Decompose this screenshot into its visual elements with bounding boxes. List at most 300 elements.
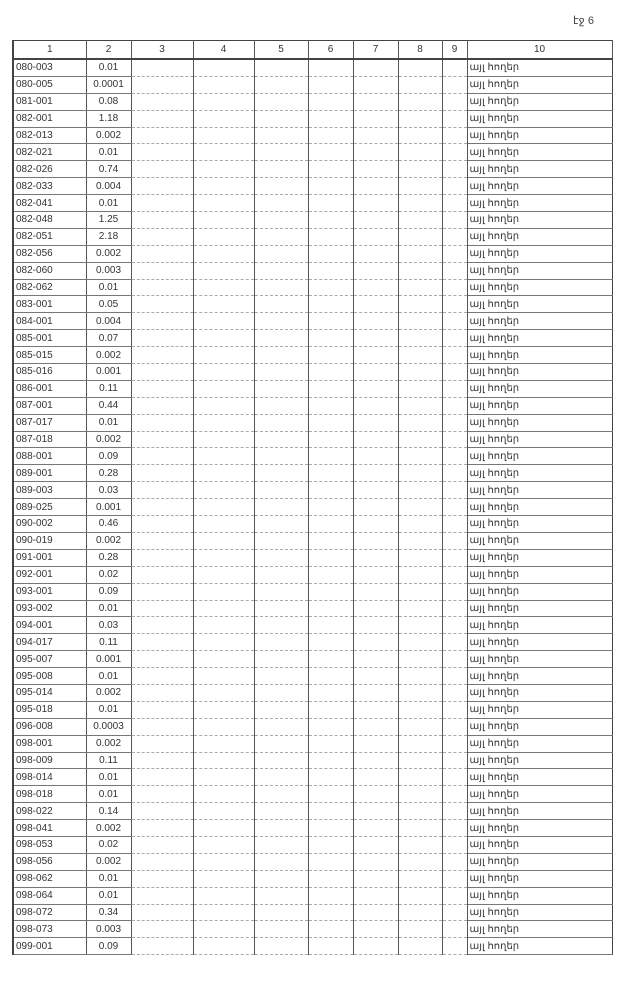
empty-cell <box>308 59 353 76</box>
empty-cell <box>398 228 442 245</box>
parcel-code: 095-018 <box>13 701 86 718</box>
area-value: 0.11 <box>86 380 131 397</box>
area-value: 0.05 <box>86 296 131 313</box>
empty-cell <box>353 161 398 178</box>
empty-cell <box>254 634 308 651</box>
area-value: 0.004 <box>86 313 131 330</box>
empty-cell <box>353 228 398 245</box>
empty-cell <box>442 921 467 938</box>
table-row <box>13 532 612 549</box>
area-value: 1.18 <box>86 110 131 127</box>
empty-cell <box>308 110 353 127</box>
empty-cell <box>308 836 353 853</box>
empty-cell <box>353 651 398 668</box>
empty-cell <box>353 532 398 549</box>
empty-cell <box>398 144 442 161</box>
empty-cell <box>442 752 467 769</box>
empty-cell <box>254 93 308 110</box>
empty-cell <box>131 870 193 887</box>
area-value: 0.002 <box>86 431 131 448</box>
empty-cell <box>254 718 308 735</box>
empty-cell <box>254 735 308 752</box>
table-row <box>13 465 612 482</box>
empty-cell <box>442 110 467 127</box>
empty-cell <box>398 532 442 549</box>
area-value: 0.28 <box>86 465 131 482</box>
empty-cell <box>131 718 193 735</box>
area-value: 1.25 <box>86 212 131 229</box>
empty-cell <box>442 178 467 195</box>
parcel-code: 098-014 <box>13 769 86 786</box>
empty-cell <box>353 684 398 701</box>
table-row <box>13 735 612 752</box>
land-type: այլ հողեր <box>467 836 612 853</box>
empty-cell <box>193 482 254 499</box>
table-row <box>13 482 612 499</box>
empty-cell <box>398 769 442 786</box>
empty-cell <box>353 701 398 718</box>
parcel-code: 098-041 <box>13 820 86 837</box>
empty-cell <box>131 296 193 313</box>
empty-cell <box>193 347 254 364</box>
empty-cell <box>131 853 193 870</box>
empty-cell <box>353 499 398 516</box>
empty-cell <box>254 651 308 668</box>
empty-cell <box>131 617 193 634</box>
empty-cell <box>442 820 467 837</box>
empty-cell <box>308 651 353 668</box>
table-row <box>13 516 612 533</box>
empty-cell <box>398 718 442 735</box>
parcel-code: 089-025 <box>13 499 86 516</box>
table-row <box>13 617 612 634</box>
table-row <box>13 566 612 583</box>
empty-cell <box>398 195 442 212</box>
table-row <box>13 296 612 313</box>
land-type: այլ հողեր <box>467 59 612 76</box>
area-value: 0.01 <box>86 769 131 786</box>
table-row <box>13 634 612 651</box>
empty-cell <box>442 803 467 820</box>
parcel-code: 094-017 <box>13 634 86 651</box>
empty-cell <box>131 651 193 668</box>
empty-cell <box>442 195 467 212</box>
empty-cell <box>398 76 442 93</box>
empty-cell <box>131 701 193 718</box>
empty-cell <box>308 904 353 921</box>
empty-cell <box>353 583 398 600</box>
area-value: 0.003 <box>86 921 131 938</box>
land-type: այլ հողեր <box>467 93 612 110</box>
empty-cell <box>131 76 193 93</box>
area-value: 0.002 <box>86 245 131 262</box>
empty-cell <box>193 803 254 820</box>
empty-cell <box>131 634 193 651</box>
table-row <box>13 431 612 448</box>
land-type: այլ հողեր <box>467 600 612 617</box>
empty-cell <box>131 347 193 364</box>
area-value: 0.002 <box>86 532 131 549</box>
table-row <box>13 701 612 718</box>
empty-cell <box>398 178 442 195</box>
empty-cell <box>353 178 398 195</box>
empty-cell <box>353 144 398 161</box>
table-row <box>13 195 612 212</box>
area-value: 0.46 <box>86 516 131 533</box>
empty-cell <box>193 448 254 465</box>
empty-cell <box>193 836 254 853</box>
empty-cell <box>254 110 308 127</box>
empty-cell <box>442 668 467 685</box>
empty-cell <box>254 482 308 499</box>
empty-cell <box>131 279 193 296</box>
empty-cell <box>254 431 308 448</box>
empty-cell <box>442 279 467 296</box>
table-row <box>13 93 612 110</box>
empty-cell <box>398 262 442 279</box>
empty-cell <box>398 870 442 887</box>
empty-cell <box>308 330 353 347</box>
land-type: այլ հողեր <box>467 245 612 262</box>
table-row <box>13 144 612 161</box>
empty-cell <box>193 583 254 600</box>
empty-cell <box>193 870 254 887</box>
empty-cell <box>353 465 398 482</box>
land-type: այլ հողեր <box>467 397 612 414</box>
empty-cell <box>398 330 442 347</box>
empty-cell <box>398 583 442 600</box>
empty-cell <box>308 820 353 837</box>
empty-cell <box>193 718 254 735</box>
land-type: այլ հողեր <box>467 465 612 482</box>
table-row <box>13 870 612 887</box>
empty-cell <box>442 262 467 279</box>
area-value: 0.01 <box>86 59 131 76</box>
empty-cell <box>254 296 308 313</box>
empty-cell <box>254 566 308 583</box>
area-value: 0.03 <box>86 617 131 634</box>
empty-cell <box>308 482 353 499</box>
empty-cell <box>353 482 398 499</box>
empty-cell <box>131 228 193 245</box>
empty-cell <box>398 127 442 144</box>
empty-cell <box>353 262 398 279</box>
empty-cell <box>131 195 193 212</box>
empty-cell <box>442 549 467 566</box>
parcel-code: 082-001 <box>13 110 86 127</box>
empty-cell <box>308 144 353 161</box>
empty-cell <box>442 59 467 76</box>
empty-cell <box>254 59 308 76</box>
land-type: այլ հողեր <box>467 279 612 296</box>
empty-cell <box>308 870 353 887</box>
parcel-code: 082-051 <box>13 228 86 245</box>
empty-cell <box>308 549 353 566</box>
land-type: այլ հողեր <box>467 516 612 533</box>
empty-cell <box>398 161 442 178</box>
empty-cell <box>193 820 254 837</box>
empty-cell <box>398 465 442 482</box>
parcel-code: 089-003 <box>13 482 86 499</box>
parcel-code: 090-002 <box>13 516 86 533</box>
empty-cell <box>193 786 254 803</box>
empty-cell <box>442 127 467 144</box>
parcel-code: 083-001 <box>13 296 86 313</box>
empty-cell <box>353 59 398 76</box>
empty-cell <box>308 634 353 651</box>
empty-cell <box>131 59 193 76</box>
parcel-code: 093-002 <box>13 600 86 617</box>
empty-cell <box>442 600 467 617</box>
area-value: 0.002 <box>86 853 131 870</box>
empty-cell <box>254 127 308 144</box>
empty-cell <box>308 431 353 448</box>
parcel-code: 084-001 <box>13 313 86 330</box>
table-row <box>13 769 612 786</box>
table-row <box>13 228 612 245</box>
empty-cell <box>308 600 353 617</box>
empty-cell <box>308 769 353 786</box>
empty-cell <box>254 904 308 921</box>
parcel-code: 098-053 <box>13 836 86 853</box>
empty-cell <box>398 803 442 820</box>
area-value: 0.003 <box>86 262 131 279</box>
empty-cell <box>254 245 308 262</box>
empty-cell <box>193 516 254 533</box>
area-value: 2.18 <box>86 228 131 245</box>
land-type: այլ հողեր <box>467 110 612 127</box>
empty-cell <box>308 803 353 820</box>
empty-cell <box>398 600 442 617</box>
empty-cell <box>131 127 193 144</box>
empty-cell <box>442 904 467 921</box>
empty-cell <box>353 347 398 364</box>
empty-cell <box>254 262 308 279</box>
table-row <box>13 836 612 853</box>
empty-cell <box>254 600 308 617</box>
empty-cell <box>353 380 398 397</box>
empty-cell <box>131 769 193 786</box>
empty-cell <box>308 668 353 685</box>
area-value: 0.004 <box>86 178 131 195</box>
parcel-code: 087-018 <box>13 431 86 448</box>
empty-cell <box>254 347 308 364</box>
empty-cell <box>193 110 254 127</box>
empty-cell <box>254 279 308 296</box>
table-row <box>13 347 612 364</box>
empty-cell <box>442 887 467 904</box>
empty-cell <box>193 938 254 955</box>
empty-cell <box>308 617 353 634</box>
empty-cell <box>442 93 467 110</box>
parcel-code: 091-001 <box>13 549 86 566</box>
empty-cell <box>308 583 353 600</box>
land-type: այլ հողեր <box>467 532 612 549</box>
empty-cell <box>254 938 308 955</box>
empty-cell <box>398 836 442 853</box>
empty-cell <box>398 921 442 938</box>
empty-cell <box>398 93 442 110</box>
column-header-9: 9 <box>442 41 467 60</box>
empty-cell <box>398 853 442 870</box>
parcel-code: 096-008 <box>13 718 86 735</box>
empty-cell <box>193 414 254 431</box>
empty-cell <box>131 397 193 414</box>
land-type: այլ հողեր <box>467 262 612 279</box>
empty-cell <box>398 617 442 634</box>
area-value: 0.09 <box>86 583 131 600</box>
empty-cell <box>398 313 442 330</box>
parcel-code: 085-015 <box>13 347 86 364</box>
parcel-code: 090-019 <box>13 532 86 549</box>
empty-cell <box>353 617 398 634</box>
table-row <box>13 887 612 904</box>
empty-cell <box>254 448 308 465</box>
land-type: այլ հողեր <box>467 803 612 820</box>
empty-cell <box>254 414 308 431</box>
parcel-code: 092-001 <box>13 566 86 583</box>
empty-cell <box>308 212 353 229</box>
empty-cell <box>353 431 398 448</box>
empty-cell <box>442 431 467 448</box>
empty-cell <box>131 330 193 347</box>
empty-cell <box>193 76 254 93</box>
empty-cell <box>193 144 254 161</box>
empty-cell <box>308 752 353 769</box>
empty-cell <box>442 144 467 161</box>
empty-cell <box>353 887 398 904</box>
empty-cell <box>442 684 467 701</box>
column-header-10: 10 <box>467 41 612 60</box>
empty-cell <box>193 634 254 651</box>
empty-cell <box>398 566 442 583</box>
empty-cell <box>353 820 398 837</box>
column-header-6: 6 <box>308 41 353 60</box>
empty-cell <box>398 414 442 431</box>
empty-cell <box>353 414 398 431</box>
empty-cell <box>131 549 193 566</box>
empty-cell <box>193 617 254 634</box>
empty-cell <box>193 853 254 870</box>
empty-cell <box>353 803 398 820</box>
empty-cell <box>353 364 398 381</box>
empty-cell <box>442 245 467 262</box>
empty-cell <box>308 684 353 701</box>
land-type: այլ հողեր <box>467 651 612 668</box>
empty-cell <box>442 228 467 245</box>
land-type: այլ հողեր <box>467 296 612 313</box>
land-type: այլ հողեր <box>467 769 612 786</box>
empty-cell <box>308 313 353 330</box>
empty-cell <box>131 887 193 904</box>
empty-cell <box>193 887 254 904</box>
empty-cell <box>131 93 193 110</box>
empty-cell <box>193 921 254 938</box>
area-value: 0.002 <box>86 684 131 701</box>
empty-cell <box>131 583 193 600</box>
empty-cell <box>398 904 442 921</box>
land-type: այլ հողեր <box>467 414 612 431</box>
parcel-code: 087-001 <box>13 397 86 414</box>
parcel-code: 098-062 <box>13 870 86 887</box>
empty-cell <box>353 600 398 617</box>
empty-cell <box>398 684 442 701</box>
area-value: 0.44 <box>86 397 131 414</box>
empty-cell <box>308 178 353 195</box>
empty-cell <box>308 228 353 245</box>
empty-cell <box>353 938 398 955</box>
parcel-code: 098-018 <box>13 786 86 803</box>
empty-cell <box>398 786 442 803</box>
empty-cell <box>193 228 254 245</box>
area-value: 0.01 <box>86 701 131 718</box>
empty-cell <box>442 634 467 651</box>
empty-cell <box>398 482 442 499</box>
empty-cell <box>442 583 467 600</box>
empty-cell <box>442 313 467 330</box>
empty-cell <box>193 735 254 752</box>
area-value: 0.03 <box>86 482 131 499</box>
empty-cell <box>353 245 398 262</box>
table-row <box>13 803 612 820</box>
empty-cell <box>131 178 193 195</box>
parcel-code: 081-001 <box>13 93 86 110</box>
empty-cell <box>193 600 254 617</box>
empty-cell <box>442 786 467 803</box>
empty-cell <box>254 516 308 533</box>
empty-cell <box>131 414 193 431</box>
empty-cell <box>353 448 398 465</box>
empty-cell <box>254 887 308 904</box>
table-row <box>13 330 612 347</box>
table-row <box>13 921 612 938</box>
land-type: այլ հողեր <box>467 347 612 364</box>
table-row <box>13 583 612 600</box>
area-value: 0.0003 <box>86 718 131 735</box>
empty-cell <box>353 634 398 651</box>
empty-cell <box>442 76 467 93</box>
empty-cell <box>308 296 353 313</box>
empty-cell <box>398 701 442 718</box>
land-type: այլ հողեր <box>467 364 612 381</box>
land-type: այլ հողեր <box>467 820 612 837</box>
empty-cell <box>308 499 353 516</box>
empty-cell <box>131 752 193 769</box>
parcel-code: 082-041 <box>13 195 86 212</box>
empty-cell <box>398 397 442 414</box>
column-header-2: 2 <box>86 41 131 60</box>
empty-cell <box>442 701 467 718</box>
empty-cell <box>353 786 398 803</box>
empty-cell <box>308 786 353 803</box>
empty-cell <box>308 414 353 431</box>
empty-cell <box>308 448 353 465</box>
empty-cell <box>131 684 193 701</box>
parcel-code: 082-033 <box>13 178 86 195</box>
empty-cell <box>353 566 398 583</box>
empty-cell <box>442 870 467 887</box>
empty-cell <box>398 347 442 364</box>
empty-cell <box>308 465 353 482</box>
empty-cell <box>353 769 398 786</box>
empty-cell <box>398 364 442 381</box>
table-row <box>13 364 612 381</box>
empty-cell <box>398 549 442 566</box>
empty-cell <box>131 313 193 330</box>
empty-cell <box>193 195 254 212</box>
empty-cell <box>442 347 467 364</box>
table-row <box>13 938 612 955</box>
